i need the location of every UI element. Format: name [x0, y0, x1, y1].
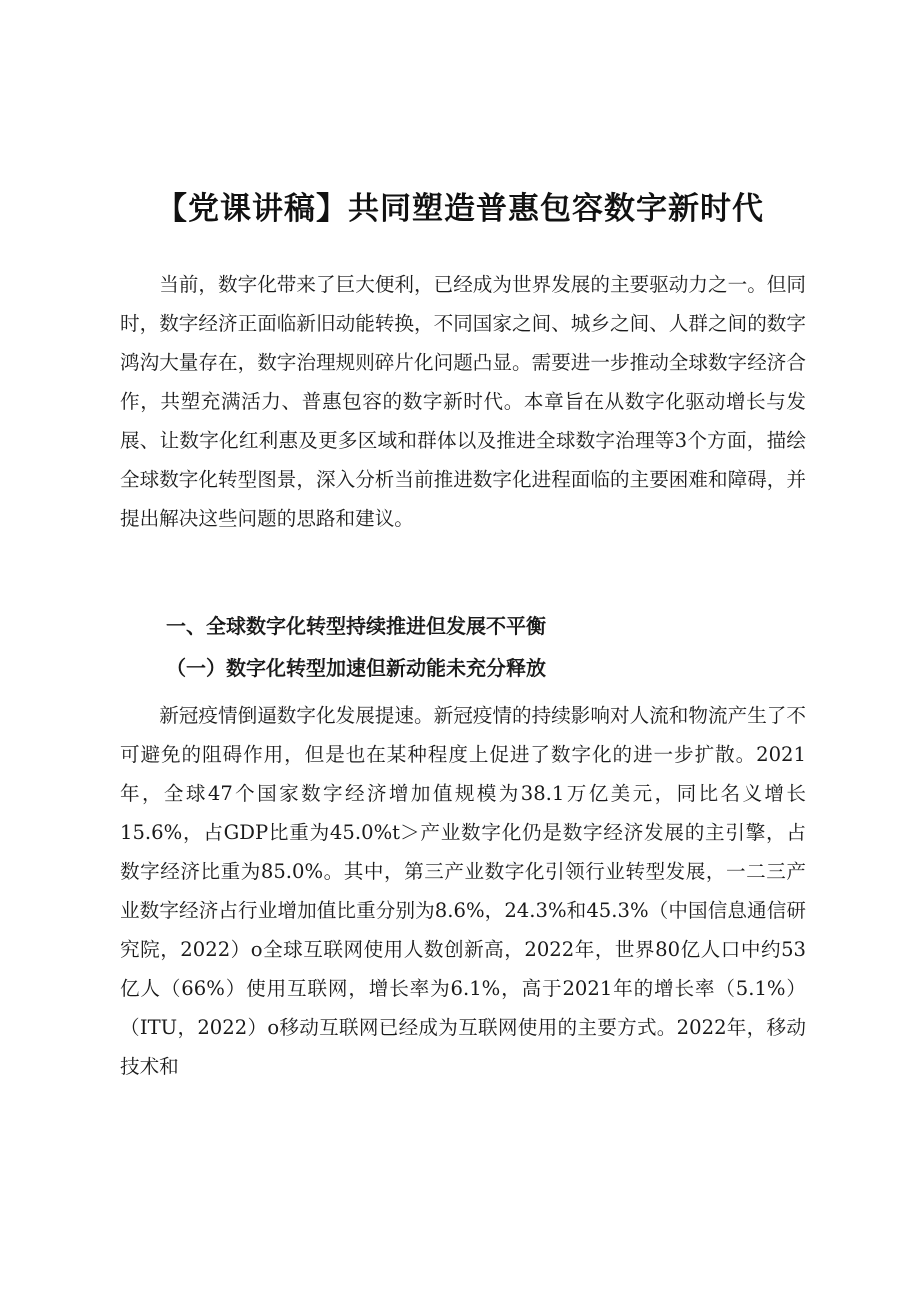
paragraph-intro: 当前，数字化带来了巨大便利，已经成为世界发展的主要驱动力之一。但同时，数字经济正面临新旧动能转换，不同国家之间、城乡之间、人群之间的数字鸿沟大量存在，数字治理规则碎片化问题凸显。需要进一步推动全球数字经济合作，共塑充满活力、普惠包容的数字新时代。本章旨在从数字化驱动增长与发展、让数字化红利惠及更多区域和群体以及推进全球数字治理等3个方面，描绘全球数字化转型图景，深入分析当前推进数字化进程面临的主要困难和障碍，并提出解决这些问题的思路和建议。 [120, 273, 806, 530]
subsection-heading: （一）数字化转型加速但新动能未充分释放 [166, 656, 546, 680]
paragraph-body: 新冠疫情倒逼数字化发展提速。新冠疫情的持续影响对人流和物流产生了不可避免的阻碍作用，但是也在某种程度上促进了数字化的进一步扩散。2021年，全球47个国家数字经济增加值规模为38.1万亿美元，同比名义增长15.6%，占GDP比重为45.0%t＞产业数字化仍是数字经济发展的主引擎，占数字经济比重为85.0%。其中，第三产业数字化引领行业转型发展，一二三产业数字经济占行业增加值比重分别为8.6%，24.3%和45.3%（中国信息通信研究院，2022）o全球互联网使用人数创新高，2022年，世界80亿人口中约53亿人（66%）使用互联网，增长率为6.1%，高于2021年的增长率（5.1%）（ITU，2022）o移动互联网已经成为互联网使用的主要方式。2022年，移动技术和 [120, 704, 806, 1078]
section-heading: 一、全球数字化转型持续推进但发展不平衡 [166, 614, 546, 638]
document-title: 【党课讲稿】共同塑造普惠包容数字新时代 [156, 190, 764, 227]
